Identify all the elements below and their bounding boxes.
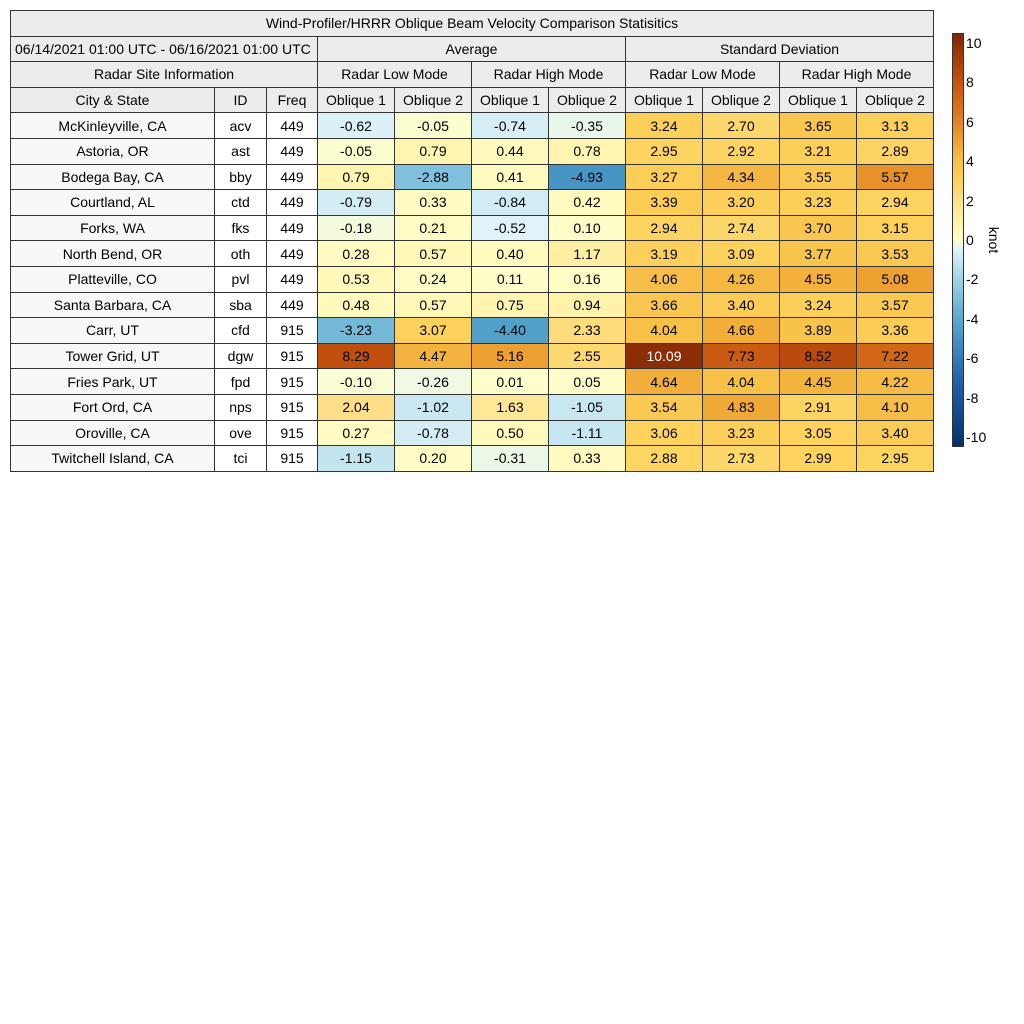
average-value-cell: 0.48 bbox=[318, 292, 395, 318]
id-cell: fks bbox=[215, 215, 267, 241]
std-dev-value-cell: 3.70 bbox=[780, 215, 857, 241]
colorbar-tick-label: 4 bbox=[966, 153, 974, 170]
std-dev-value-cell: 3.23 bbox=[780, 190, 857, 216]
colorbar-tick-label: 0 bbox=[966, 232, 974, 248]
std-dev-value-cell: 3.53 bbox=[857, 241, 934, 267]
beam-column-header: Oblique 2 bbox=[857, 87, 934, 113]
average-value-cell: -1.02 bbox=[395, 394, 472, 420]
std-dev-value-cell: 4.06 bbox=[626, 266, 703, 292]
freq-cell: 915 bbox=[267, 318, 318, 344]
freq-cell: 915 bbox=[267, 420, 318, 446]
freq-column-header: Freq bbox=[267, 87, 318, 113]
average-value-cell: 3.07 bbox=[395, 318, 472, 344]
freq-cell: 915 bbox=[267, 369, 318, 395]
average-value-cell: 0.40 bbox=[472, 241, 549, 267]
beam-column-header: Oblique 1 bbox=[780, 87, 857, 113]
average-value-cell: -4.93 bbox=[549, 164, 626, 190]
id-cell: ast bbox=[215, 138, 267, 164]
freq-cell: 915 bbox=[267, 394, 318, 420]
average-value-cell: 0.24 bbox=[395, 266, 472, 292]
table-row bbox=[11, 318, 934, 344]
freq-cell: 449 bbox=[267, 292, 318, 318]
freq-cell: 915 bbox=[267, 446, 318, 472]
city-cell: Fort Ord, CA bbox=[11, 394, 215, 420]
std-dev-value-cell: 3.77 bbox=[780, 241, 857, 267]
average-value-cell: -0.62 bbox=[318, 113, 395, 139]
average-value-cell: 0.01 bbox=[472, 369, 549, 395]
colorbar-tick-label: -10 bbox=[966, 429, 987, 446]
average-value-cell: -1.15 bbox=[318, 446, 395, 472]
std-dev-value-cell: 3.65 bbox=[780, 113, 857, 139]
average-value-cell: 0.21 bbox=[395, 215, 472, 241]
colorbar-tick-label: 2 bbox=[966, 192, 974, 209]
average-value-cell: -1.05 bbox=[549, 394, 626, 420]
average-value-cell: -0.26 bbox=[395, 369, 472, 395]
std-dev-value-cell: 3.21 bbox=[780, 138, 857, 164]
beam-column-header: Oblique 2 bbox=[703, 87, 780, 113]
average-value-cell: -0.05 bbox=[395, 113, 472, 139]
id-cell: acv bbox=[215, 113, 267, 139]
colorbar-tick-label: -6 bbox=[966, 350, 979, 367]
average-value-cell: 0.16 bbox=[549, 266, 626, 292]
average-header: Average bbox=[318, 36, 626, 62]
std-dev-value-cell: 2.94 bbox=[626, 215, 703, 241]
city-cell: Twitchell Island, CA bbox=[11, 446, 215, 472]
std-dev-header: Standard Deviation bbox=[626, 36, 934, 62]
std-dev-value-cell: 3.15 bbox=[857, 215, 934, 241]
freq-cell: 449 bbox=[267, 164, 318, 190]
city-cell: Carr, UT bbox=[11, 318, 215, 344]
average-value-cell: 0.10 bbox=[549, 215, 626, 241]
colorbar-unit-label: knot bbox=[986, 226, 1002, 254]
average-value-cell: 0.41 bbox=[472, 164, 549, 190]
city-cell: Fries Park, UT bbox=[11, 369, 215, 395]
std-dev-value-cell: 2.74 bbox=[703, 215, 780, 241]
colorbar-tick-label: 8 bbox=[966, 74, 974, 91]
std-dev-value-cell: 2.89 bbox=[857, 138, 934, 164]
colorbar-tick-label: -2 bbox=[966, 271, 979, 288]
table-row bbox=[11, 394, 934, 420]
average-value-cell: 0.33 bbox=[549, 446, 626, 472]
avg-high-mode-header: Radar High Mode bbox=[472, 62, 626, 88]
std-dev-value-cell: 4.66 bbox=[703, 318, 780, 344]
std-dev-value-cell: 2.95 bbox=[626, 138, 703, 164]
std-dev-value-cell: 3.27 bbox=[626, 164, 703, 190]
std-dev-value-cell: 3.24 bbox=[780, 292, 857, 318]
std-dev-value-cell: 3.20 bbox=[703, 190, 780, 216]
std-dev-value-cell: 3.40 bbox=[703, 292, 780, 318]
site-info-header: Radar Site Information bbox=[11, 62, 318, 88]
table-row bbox=[11, 446, 934, 472]
average-value-cell: 0.05 bbox=[549, 369, 626, 395]
std-dev-value-cell: 2.95 bbox=[857, 446, 934, 472]
average-value-cell: 8.29 bbox=[318, 343, 395, 369]
city-cell: Tower Grid, UT bbox=[11, 343, 215, 369]
std-dev-value-cell: 3.05 bbox=[780, 420, 857, 446]
id-cell: ove bbox=[215, 420, 267, 446]
std-dev-value-cell: 4.55 bbox=[780, 266, 857, 292]
average-value-cell: 2.04 bbox=[318, 394, 395, 420]
table-row bbox=[11, 292, 934, 318]
average-value-cell: 1.17 bbox=[549, 241, 626, 267]
average-value-cell: 0.20 bbox=[395, 446, 472, 472]
comparison-table bbox=[10, 10, 934, 472]
std-dev-value-cell: 7.73 bbox=[703, 343, 780, 369]
colorbar-tick-label: 6 bbox=[966, 113, 974, 130]
std-dev-value-cell: 2.91 bbox=[780, 394, 857, 420]
std-dev-value-cell: 4.34 bbox=[703, 164, 780, 190]
beam-column-header: Oblique 2 bbox=[395, 87, 472, 113]
average-value-cell: 0.11 bbox=[472, 266, 549, 292]
std-dev-value-cell: 3.66 bbox=[626, 292, 703, 318]
std-dev-value-cell: 3.54 bbox=[626, 394, 703, 420]
average-value-cell: -2.88 bbox=[395, 164, 472, 190]
colorbar-tick-label: -4 bbox=[966, 310, 979, 327]
std-dev-value-cell: 3.36 bbox=[857, 318, 934, 344]
colorbar-tick-label: 10 bbox=[966, 34, 982, 51]
average-value-cell: -0.31 bbox=[472, 446, 549, 472]
id-cell: oth bbox=[215, 241, 267, 267]
average-value-cell: 4.47 bbox=[395, 343, 472, 369]
table-row bbox=[11, 241, 934, 267]
average-value-cell: 0.79 bbox=[318, 164, 395, 190]
freq-cell: 915 bbox=[267, 343, 318, 369]
colorbar-tick-label: -8 bbox=[966, 389, 979, 406]
std-dev-value-cell: 3.24 bbox=[626, 113, 703, 139]
date-range: 06/14/2021 01:00 UTC - 06/16/2021 01:00 UTC bbox=[11, 36, 318, 62]
average-value-cell: -0.52 bbox=[472, 215, 549, 241]
average-value-cell: 0.78 bbox=[549, 138, 626, 164]
std-dev-value-cell: 8.52 bbox=[780, 343, 857, 369]
std-dev-value-cell: 4.64 bbox=[626, 369, 703, 395]
std-dev-value-cell: 3.40 bbox=[857, 420, 934, 446]
id-cell: cfd bbox=[215, 318, 267, 344]
std-dev-value-cell: 4.83 bbox=[703, 394, 780, 420]
table-row bbox=[11, 369, 934, 395]
beam-column-header: Oblique 1 bbox=[318, 87, 395, 113]
table-body bbox=[11, 113, 934, 471]
freq-cell: 449 bbox=[267, 215, 318, 241]
std-dev-value-cell: 5.08 bbox=[857, 266, 934, 292]
freq-cell: 449 bbox=[267, 241, 318, 267]
average-value-cell: 2.33 bbox=[549, 318, 626, 344]
avg-low-mode-header: Radar Low Mode bbox=[318, 62, 472, 88]
table-title: Wind-Profiler/HRRR Oblique Beam Velocity Comparison Statisitics bbox=[11, 11, 934, 37]
average-value-cell: -0.74 bbox=[472, 113, 549, 139]
freq-cell: 449 bbox=[267, 113, 318, 139]
city-cell: Forks, WA bbox=[11, 215, 215, 241]
average-value-cell: -0.78 bbox=[395, 420, 472, 446]
std-dev-value-cell: 4.22 bbox=[857, 369, 934, 395]
std-dev-value-cell: 4.10 bbox=[857, 394, 934, 420]
table-row bbox=[11, 266, 934, 292]
std-dev-value-cell: 3.89 bbox=[780, 318, 857, 344]
std-dev-value-cell: 7.22 bbox=[857, 343, 934, 369]
average-value-cell: 5.16 bbox=[472, 343, 549, 369]
table-row bbox=[11, 215, 934, 241]
city-cell: Astoria, OR bbox=[11, 138, 215, 164]
std-dev-value-cell: 4.26 bbox=[703, 266, 780, 292]
freq-cell: 449 bbox=[267, 190, 318, 216]
id-cell: fpd bbox=[215, 369, 267, 395]
city-cell: Santa Barbara, CA bbox=[11, 292, 215, 318]
average-value-cell: 1.63 bbox=[472, 394, 549, 420]
table-row bbox=[11, 343, 934, 369]
table-row bbox=[11, 190, 934, 216]
average-value-cell: -0.35 bbox=[549, 113, 626, 139]
std-high-mode-header: Radar High Mode bbox=[780, 62, 934, 88]
table-row bbox=[11, 164, 934, 190]
id-cell: bby bbox=[215, 164, 267, 190]
std-dev-value-cell: 4.04 bbox=[703, 369, 780, 395]
average-value-cell: -4.40 bbox=[472, 318, 549, 344]
average-value-cell: 0.28 bbox=[318, 241, 395, 267]
beam-column-header: Oblique 1 bbox=[472, 87, 549, 113]
std-dev-value-cell: 2.73 bbox=[703, 446, 780, 472]
std-dev-value-cell: 5.57 bbox=[857, 164, 934, 190]
average-value-cell: 0.33 bbox=[395, 190, 472, 216]
id-cell: pvl bbox=[215, 266, 267, 292]
average-value-cell: -3.23 bbox=[318, 318, 395, 344]
beam-column-header: Oblique 1 bbox=[626, 87, 703, 113]
average-value-cell: 0.50 bbox=[472, 420, 549, 446]
average-value-cell: 0.79 bbox=[395, 138, 472, 164]
average-value-cell: -0.05 bbox=[318, 138, 395, 164]
city-cell: Oroville, CA bbox=[11, 420, 215, 446]
table-row bbox=[11, 113, 934, 139]
city-cell: North Bend, OR bbox=[11, 241, 215, 267]
average-value-cell: -0.18 bbox=[318, 215, 395, 241]
average-value-cell: -1.11 bbox=[549, 420, 626, 446]
std-dev-value-cell: 3.39 bbox=[626, 190, 703, 216]
freq-cell: 449 bbox=[267, 138, 318, 164]
table-row bbox=[11, 420, 934, 446]
std-low-mode-header: Radar Low Mode bbox=[626, 62, 780, 88]
beam-column-header: Oblique 2 bbox=[549, 87, 626, 113]
std-dev-value-cell: 3.57 bbox=[857, 292, 934, 318]
average-value-cell: -0.79 bbox=[318, 190, 395, 216]
average-value-cell: 0.44 bbox=[472, 138, 549, 164]
id-cell: nps bbox=[215, 394, 267, 420]
std-dev-value-cell: 2.88 bbox=[626, 446, 703, 472]
std-dev-value-cell: 3.06 bbox=[626, 420, 703, 446]
std-dev-value-cell: 2.92 bbox=[703, 138, 780, 164]
id-cell: ctd bbox=[215, 190, 267, 216]
id-cell: sba bbox=[215, 292, 267, 318]
average-value-cell: 2.55 bbox=[549, 343, 626, 369]
average-value-cell: 0.27 bbox=[318, 420, 395, 446]
std-dev-value-cell: 4.04 bbox=[626, 318, 703, 344]
city-cell: Platteville, CO bbox=[11, 266, 215, 292]
std-dev-value-cell: 2.99 bbox=[780, 446, 857, 472]
average-value-cell: 0.94 bbox=[549, 292, 626, 318]
std-dev-value-cell: 3.13 bbox=[857, 113, 934, 139]
average-value-cell: -0.84 bbox=[472, 190, 549, 216]
table-row bbox=[11, 138, 934, 164]
city-cell: Bodega Bay, CA bbox=[11, 164, 215, 190]
freq-cell: 449 bbox=[267, 266, 318, 292]
std-dev-value-cell: 3.19 bbox=[626, 241, 703, 267]
std-dev-value-cell: 3.23 bbox=[703, 420, 780, 446]
id-column-header: ID bbox=[215, 87, 267, 113]
colorbar bbox=[952, 33, 964, 447]
std-dev-value-cell: 4.45 bbox=[780, 369, 857, 395]
average-value-cell: -0.10 bbox=[318, 369, 395, 395]
average-value-cell: 0.57 bbox=[395, 292, 472, 318]
city-cell: McKinleyville, CA bbox=[11, 113, 215, 139]
std-dev-value-cell: 3.09 bbox=[703, 241, 780, 267]
average-value-cell: 0.75 bbox=[472, 292, 549, 318]
std-dev-value-cell: 10.09 bbox=[626, 343, 703, 369]
city-cell: Courtland, AL bbox=[11, 190, 215, 216]
std-dev-value-cell: 3.55 bbox=[780, 164, 857, 190]
average-value-cell: 0.42 bbox=[549, 190, 626, 216]
id-cell: dgw bbox=[215, 343, 267, 369]
average-value-cell: 0.57 bbox=[395, 241, 472, 267]
id-cell: tci bbox=[215, 446, 267, 472]
city-column-header: City & State bbox=[11, 87, 215, 113]
std-dev-value-cell: 2.70 bbox=[703, 113, 780, 139]
average-value-cell: 0.53 bbox=[318, 266, 395, 292]
std-dev-value-cell: 2.94 bbox=[857, 190, 934, 216]
